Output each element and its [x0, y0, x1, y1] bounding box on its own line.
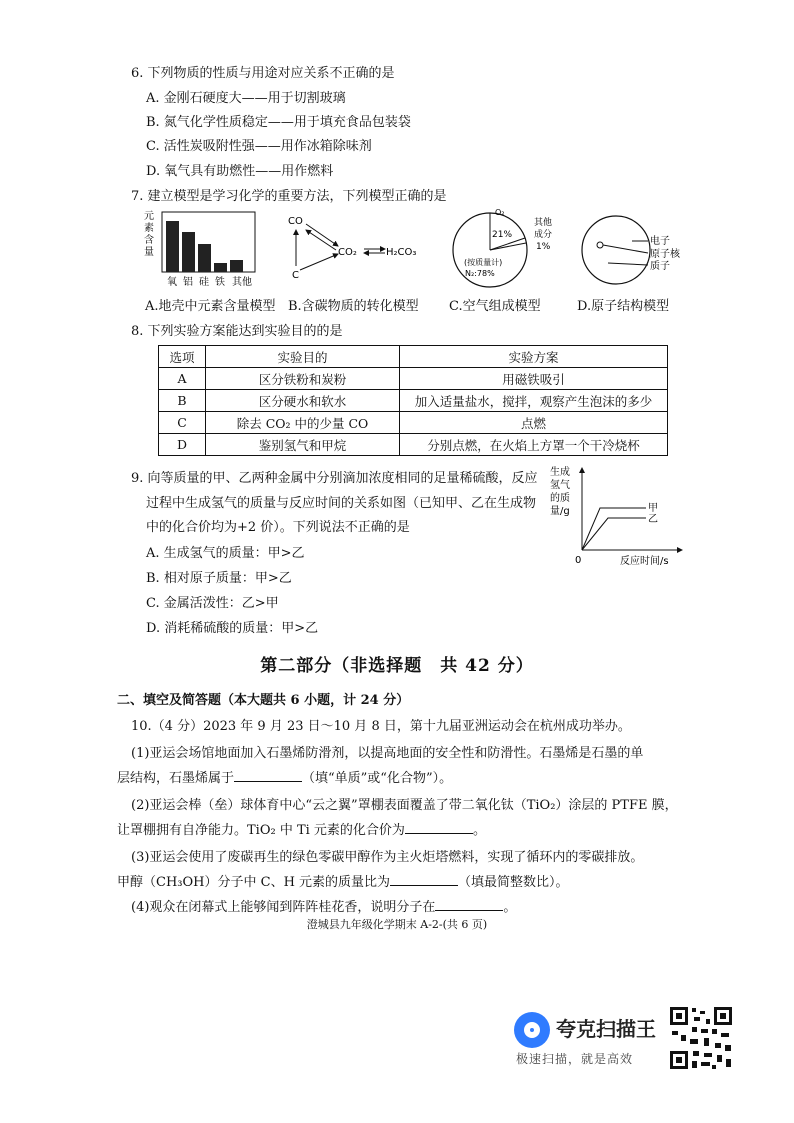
q10-part3-line2	[117, 871, 569, 890]
q9-stem-line-1: 9. 向等质量的甲、乙两种金属中分别滴加浓度相同的足量稀硫酸，反应	[131, 471, 538, 486]
table-cell: 用磁铁吸引	[400, 368, 668, 390]
model-d-caption: D.原子结构模型	[577, 299, 670, 314]
table-cell: A	[159, 368, 206, 390]
q9-origin: 0	[575, 555, 582, 566]
table-cell: 鉴别氢气和甲烷	[206, 434, 400, 456]
model-a-bar-aluminum	[182, 232, 195, 272]
q9-curve-yi	[582, 518, 646, 550]
q10-part1-text-before: 层结构，石墨烯属于	[117, 771, 235, 786]
model-a-caption: A.地壳中元素含量模型	[145, 299, 276, 314]
q6-stem: 6. 下列物质的性质与用途对应关系不正确的是	[131, 66, 395, 81]
q10-part2-line1: (2)亚运会棒（垒）球体育中心“云之翼”罩棚表面覆盖了带二氧化钛（TiO₂）涂层的 PTFE 膜，	[131, 798, 678, 813]
model-d-electron: 电子	[650, 236, 670, 247]
q6-option-b: B. 氮气化学性质稳定——用于填充食品包装袋	[146, 115, 411, 130]
model-b-diagram	[286, 210, 426, 285]
q10-part3-text-after: （填最简整数比）。	[458, 875, 569, 890]
model-a-xlabel-other: 其他	[232, 277, 252, 288]
model-c-by-mass: (按质量计)	[464, 258, 503, 267]
model-c-o2: O₂	[495, 208, 505, 217]
q10-part4-text-after: 。	[503, 900, 517, 915]
model-d-nucleus-dot	[597, 242, 603, 248]
part2-title: 第二部分（非选择题 共 42 分）	[260, 656, 534, 676]
q10-part1-line1: (1)亚运会场馆地面加入石墨烯防滑剂，以提高地面的安全性和防滑性。石墨烯是石墨的单	[131, 746, 644, 761]
model-c-other-1: 其他	[534, 218, 553, 228]
q9-ylabel-2: 氢气	[550, 480, 570, 491]
q10-part2-line2	[117, 819, 486, 838]
q6-option-c: C. 活性炭吸附性强——用作冰箱除味剂	[146, 139, 372, 154]
q9-xlabel: 反应时间/s	[620, 556, 669, 567]
model-b-c: C	[292, 270, 299, 281]
q9-option-d: D. 消耗稀硫酸的质量：甲>乙	[146, 621, 319, 636]
q7-stem: 7. 建立模型是学习化学的重要方法，下列模型正确的是	[131, 189, 447, 204]
q10-part4-line	[131, 896, 516, 915]
model-b-arrow-co-co2	[306, 224, 338, 246]
model-a-ylabel-1: 元	[144, 211, 154, 222]
model-b-co: CO	[288, 216, 303, 227]
model-c-pie	[445, 205, 565, 295]
q10-part3-text-before: 甲醇（CH₃OH）分子中 C、H 元素的质量比为	[117, 875, 391, 890]
model-c-other-2: 成分	[534, 230, 553, 240]
q9-label-jia: 甲	[648, 503, 658, 514]
q9-curve-jia	[582, 508, 646, 550]
model-a-bar-iron	[214, 263, 227, 272]
model-d-proton: 质子	[650, 261, 670, 272]
q10-part3-blank[interactable]	[390, 873, 458, 886]
model-a-bar-other	[230, 260, 243, 272]
scanner-logo-icon	[514, 1012, 550, 1048]
model-a-ylabel-2: 素	[144, 223, 154, 234]
q9-ylabel-1: 生成	[550, 467, 570, 478]
q6-option-a: A. 金刚石硬度大——用于切割玻璃	[146, 91, 346, 106]
table-cell: 加入适量盐水，搅拌，观察产生泡沫的多少	[400, 390, 668, 412]
q10-part4-blank[interactable]	[435, 898, 503, 911]
table-cell: 区分硬水和软水	[206, 390, 400, 412]
table-cell: C	[159, 412, 206, 434]
q8-table-header	[159, 346, 668, 368]
table-row	[159, 412, 668, 434]
section2-title: 二、填空及简答题（本大题共 6 小题，计 24 分）	[117, 693, 410, 708]
table-cell: 除去 CO₂ 中的少量 CO	[206, 412, 400, 434]
page-footer: 澄城县九年级化学期末 A-2-(共 6 页)	[306, 918, 488, 931]
model-a-ylabel-4: 量	[144, 247, 154, 258]
model-d-pointer-nucleus	[603, 245, 648, 253]
q8-col-purpose: 实验目的	[206, 346, 400, 368]
q10-part2-text-before: 让罩棚拥有自净能力。TiO₂ 中 Ti 元素的化合价为	[117, 823, 405, 838]
model-a-bar-silicon	[198, 244, 211, 272]
q10-part1-text-after: （填“单质”或“化合物”）。	[302, 771, 453, 786]
q9-ylabel-3: 的质	[550, 493, 570, 504]
table-cell: D	[159, 434, 206, 456]
q8-table	[158, 345, 668, 456]
table-cell: B	[159, 390, 206, 412]
q8-stem: 8. 下列实验方案能达到实验目的的是	[131, 324, 343, 339]
q10-intro: 10.（4 分）2023 年 9 月 23 日～10 月 8 日，第十九届亚洲运动会在杭州成功举办。	[131, 719, 631, 734]
q6-option-d: D. 氧气具有助燃性——用作燃料	[146, 164, 334, 179]
table-row	[159, 368, 668, 390]
model-b-caption: B.含碳物质的转化模型	[288, 299, 419, 314]
model-a-bar-chart	[140, 207, 270, 289]
q9-stem-line-2: 过程中生成氢气的质量与反应时间的关系如图（已知甲、乙在生成物	[146, 496, 537, 511]
q10-part2-blank[interactable]	[405, 821, 473, 834]
model-c-caption: C.空气组成模型	[449, 299, 541, 314]
qr-code-icon	[668, 1005, 734, 1071]
model-b-h2co3: H₂CO₃	[386, 247, 417, 258]
model-b-arrow-c-co2	[300, 254, 338, 270]
q8-col-plan: 实验方案	[400, 346, 668, 368]
q9-option-c: C. 金属活泼性：乙>甲	[146, 596, 279, 611]
model-d-orbit	[582, 216, 650, 284]
q10-part4-text-before: (4)观众在闭幕式上能够闻到阵阵桂花香，说明分子在	[131, 900, 436, 915]
model-c-21pct: 21%	[492, 230, 513, 240]
model-b-co2: CO₂	[338, 247, 357, 258]
q9-stem-line-3: 中的化合价均为+2 价）。下列说法不正确的是	[146, 520, 410, 535]
scanner-brand-slogan: 极速扫描，就是高效	[516, 1052, 634, 1066]
table-cell: 点燃	[400, 412, 668, 434]
model-d-nucleus: 原子核	[650, 249, 680, 260]
q9-option-b: B. 相对原子质量：甲>乙	[146, 571, 292, 586]
q9-option-a: A. 生成氢气的质量：甲>乙	[146, 546, 305, 561]
q10-part1-line2	[117, 767, 452, 786]
model-d-atom	[578, 205, 688, 295]
q10-part2-text-after: 。	[472, 823, 486, 838]
table-row	[159, 434, 668, 456]
q9-graph	[548, 464, 688, 572]
q10-part1-blank[interactable]	[234, 769, 302, 782]
q9-label-yi: 乙	[648, 514, 658, 525]
q8-col-option: 选项	[159, 346, 206, 368]
model-a-ylabel-3: 含	[144, 235, 154, 246]
table-cell: 区分铁粉和炭粉	[206, 368, 400, 390]
model-a-xlabel-iron: 铁	[215, 277, 225, 288]
table-row	[159, 390, 668, 412]
model-d-pointer-proton	[608, 263, 648, 265]
q9-ylabel-4: 量/g	[550, 506, 570, 517]
model-a-bar-oxygen	[166, 221, 179, 272]
model-c-other-3: 1%	[536, 242, 551, 252]
model-a-xlabel-aluminum: 铝	[183, 277, 193, 288]
scanner-brand-name: 夸克扫描王	[556, 1017, 656, 1041]
model-a-xlabel-oxygen: 氧	[167, 277, 177, 288]
q10-part3-line1: (3)亚运会使用了废碳再生的绿色零碳甲醇作为主火炬塔燃料，实现了循环内的零碳排放。	[131, 850, 644, 865]
model-c-n2: N₂:78%	[465, 269, 495, 278]
model-b-arrow-co2-co	[306, 230, 336, 250]
table-cell: 分别点燃，在火焰上方罩一个干冷烧杯	[400, 434, 668, 456]
model-a-xlabel-silicon: 硅	[199, 277, 209, 288]
